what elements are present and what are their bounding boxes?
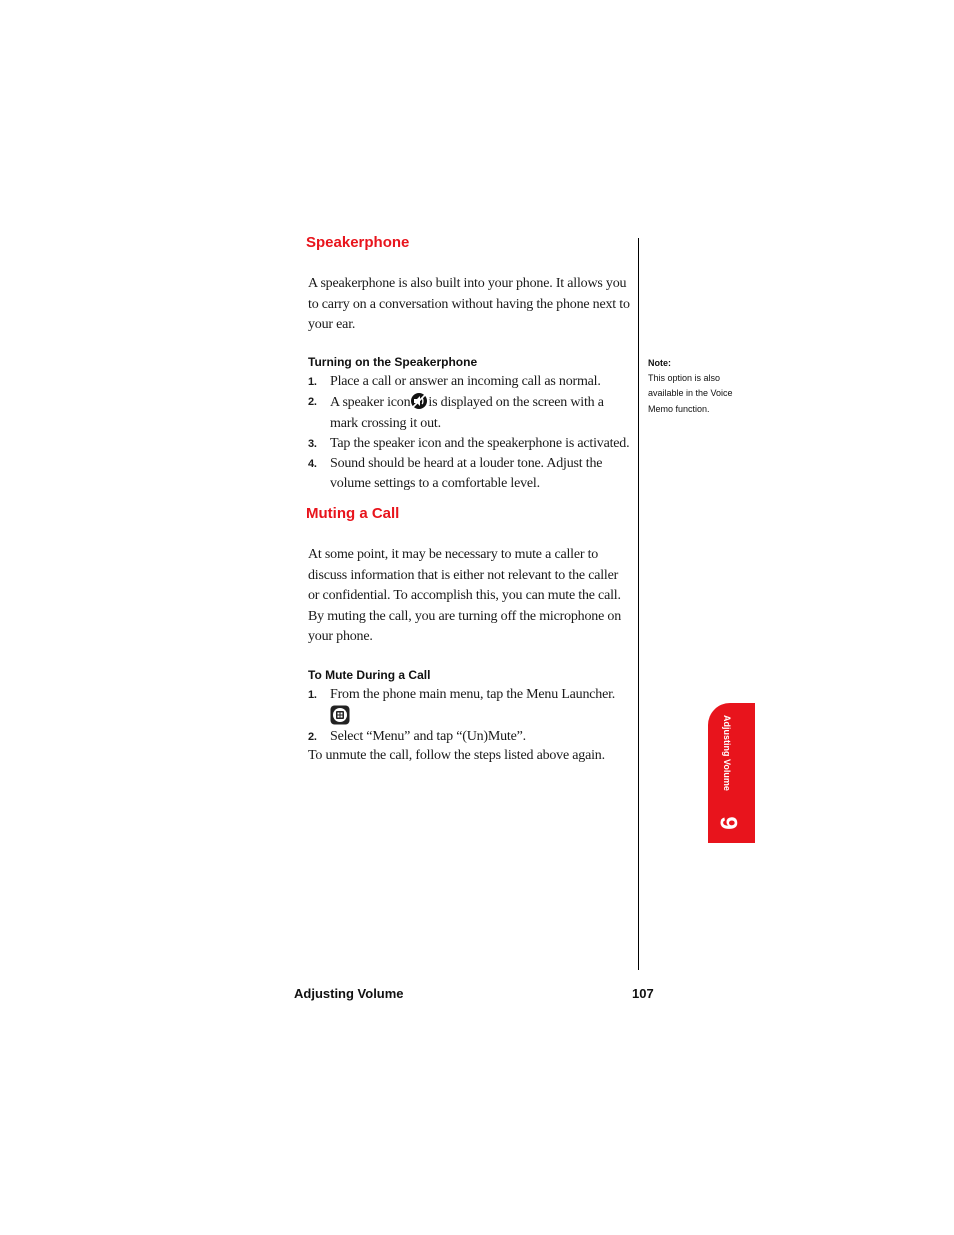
list-item	[308, 372, 632, 392]
step-number: 3.	[308, 437, 317, 450]
step-text: Sound should be heard at a louder tone. Adjust the volume settings to a comfortable level.	[330, 456, 603, 492]
step-number: 2.	[308, 396, 317, 409]
chapter-tab-number: 9	[714, 816, 742, 830]
step-text-after-icon: is displayed on the screen with a mark crossing it out.	[330, 395, 604, 431]
page-number: 107	[632, 986, 654, 1001]
muting-intro: At some point, it may be necessary to mute a caller to discuss information that is either not relevant to the caller or confidential. To accomplish this, you can mute the call. By muting the call, you are turning off the microphone on your phone.	[308, 547, 621, 644]
note-body: This option is also available in the Voice Memo function.	[648, 373, 733, 414]
step-number: 4.	[308, 458, 317, 471]
step-text	[330, 685, 638, 727]
step-number: 1.	[308, 689, 317, 701]
step-text: Tap the speaker icon and the speakerphone is activated.	[330, 435, 630, 451]
muting-steps	[308, 685, 638, 747]
step-text-before-icon: A speaker icon	[330, 395, 411, 411]
menu-launcher-icon	[330, 705, 350, 725]
speakerphone-intro: A speakerphone is also built into your phone. It allows you to carry on a conversation without having the phone next to your ear.	[308, 276, 630, 332]
list-item	[308, 727, 638, 747]
step-text: Place a call or answer an incoming call as normal.	[330, 374, 601, 389]
chapter-tab	[708, 703, 755, 843]
step-text	[330, 392, 632, 434]
footer-section-title: Adjusting Volume	[294, 986, 404, 1001]
list-item	[308, 434, 632, 454]
list-item	[308, 685, 638, 727]
step-text-menu-launcher: From the phone main menu, tap the Menu Launcher.	[330, 687, 616, 702]
speaker-icon	[410, 392, 428, 410]
step-number: 1.	[308, 376, 317, 388]
speakerphone-steps	[308, 372, 632, 495]
column-divider	[638, 238, 639, 970]
muting-outro: To unmute the call, follow the steps listed above again.	[308, 748, 605, 763]
subheading-to-mute-during-a-call: To Mute During a Call	[308, 668, 431, 682]
step-text: Select “Menu” and tap “(Un)Mute”.	[330, 728, 526, 744]
subheading-turning-on-speakerphone: Turning on the Speakerphone	[308, 355, 478, 369]
section-heading-muting-a-call: Muting a Call	[306, 505, 400, 522]
list-item	[308, 454, 632, 495]
list-item	[308, 392, 632, 434]
section-heading-speakerphone: Speakerphone	[306, 234, 410, 251]
step-number: 2.	[308, 730, 317, 743]
chapter-tab-label: Adjusting Volume	[722, 715, 732, 791]
note-title: Note:	[648, 358, 671, 368]
